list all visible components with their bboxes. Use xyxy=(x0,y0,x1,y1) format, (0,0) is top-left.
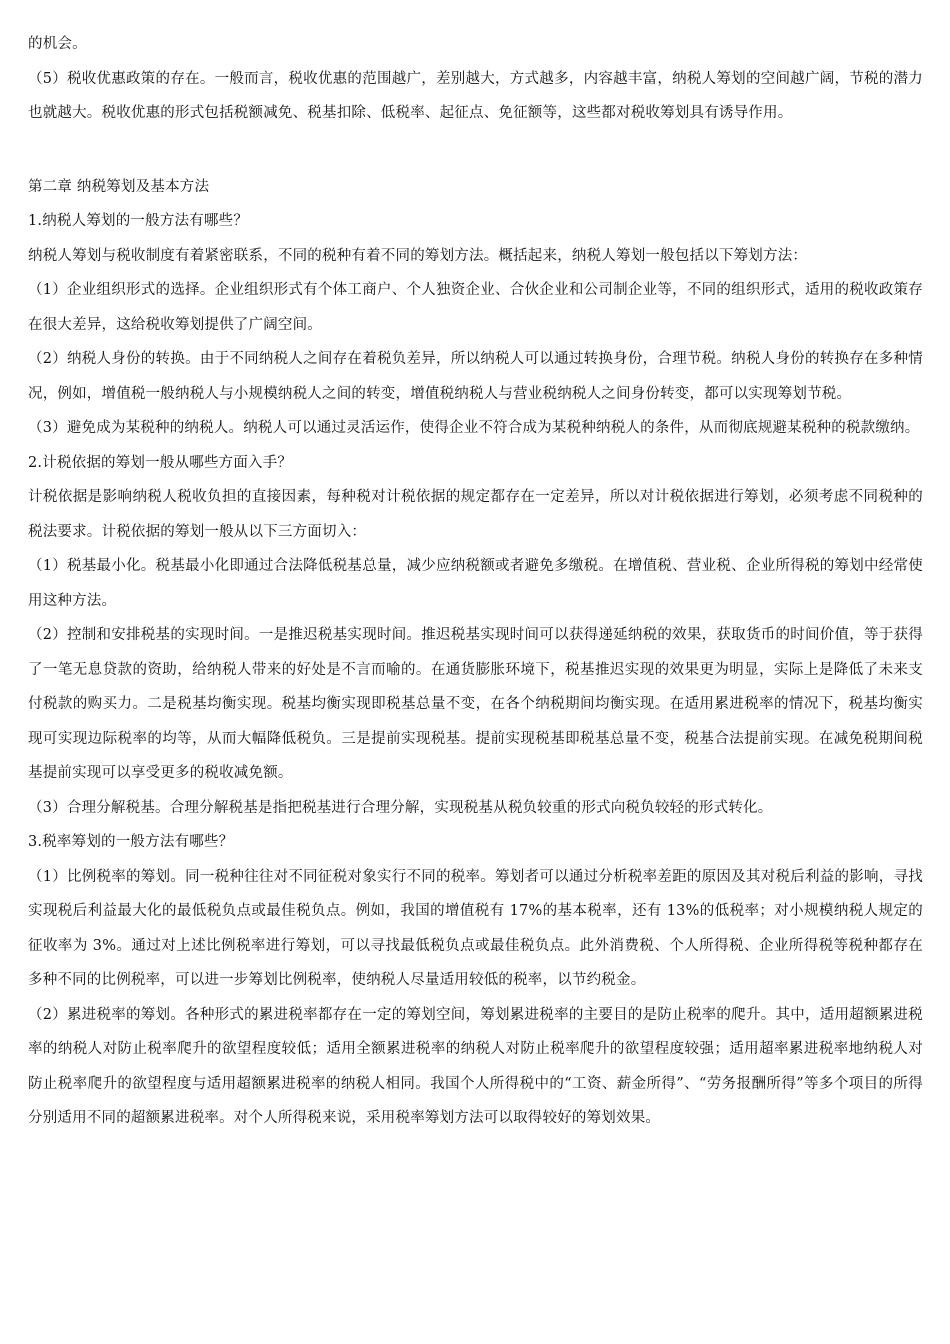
paragraph-item-1-2: （2）纳税人身份的转换。由于不同纳税人之间存在着税负差异，所以纳税人可以通过转换身份，合理节税。纳税人身份的转换存在多种情况，例如，增值税一般纳税人与小规模纳税人之间的转变，增值税纳税人与营业税纳税人之间身份转变，都可以实现筹划节税。 xyxy=(28,351,923,402)
paragraph-item-2-3: （3）合理分解税基。合理分解税基是指把税基进行合理分解，实现税基从税负较重的形式向税负较轻的形式转化。 xyxy=(28,799,773,816)
paragraph-tax-incentives: （5）税收优惠政策的存在。一般而言，税收优惠的范围越广，差别越大，方式越多，内容越丰富，纳税人筹划的空间越广阔，节税的潜力也就越大。税收优惠的形式包括税额减免、税基扣除、低税率、起征点、免征额等，这些都对税收筹划具有诱导作用。 xyxy=(28,70,923,121)
document-body xyxy=(28,27,923,1136)
paragraph-item-2-1: （1）税基最小化。税基最小化即通过合法降低税基总量，减少应纳税额或者避免多缴税。在增值税、营业税、企业所得税的筹划中经常使用这种方法。 xyxy=(28,558,923,609)
paragraph-intro-2: 计税依据是影响纳税人税收负担的直接因素，每种税对计税依据的规定都存在一定差异，所以对计税依据进行筹划，必须考虑不同税种的税法要求。计税依据的筹划一般从以下三方面切入： xyxy=(28,489,923,540)
question-heading-3: 3.税率筹划的一般方法有哪些？ xyxy=(28,834,234,850)
paragraph-intro-1: 纳税人筹划与税收制度有着紧密联系，不同的税种有着不同的筹划方法。概括起来，纳税人筹划一般包括以下筹划方法： xyxy=(28,247,808,264)
question-heading-2: 2.计税依据的筹划一般从哪些方面入手？ xyxy=(28,454,293,471)
section-spacer xyxy=(28,131,923,170)
paragraph-continuation: 的机会。 xyxy=(28,36,87,52)
paragraph-item-2-2: （2）控制和安排税基的实现时间。一是推迟税基实现时间。推迟税基实现时间可以获得递延纳税的效果，获取货币的时间价值，等于获得了一笔无息贷款的资助，给纳税人带来的好处是不言而喻的。在通货膨胀环境下，税基推迟实现的效果更为明显，实际上是降低了未来支付税款的购买力。二是税基均衡实现。税基均衡实现即税基总量不变，在各个纳税期间均衡实现。在适用累进税率的情况下，税基均衡实现可实现边际税率的均等，从而大幅降低税负。三是提前实现税基。提前实现税基即税基总量不变，税基合法提前实现。在减免税期间税基提前实现可以享受更多的税收减免额。 xyxy=(28,627,923,781)
paragraph-item-1-1: （1）企业组织形式的选择。企业组织形式有个体工商户、个人独资企业、合伙企业和公司制企业等，不同的组织形式，适用的税收政策存在很大差异，这给税收筹划提供了广阔空间。 xyxy=(28,282,923,333)
chapter-heading: 第二章 纳税筹划及基本方法 xyxy=(28,178,210,195)
question-heading-1: 1.纳税人筹划的一般方法有哪些？ xyxy=(28,213,249,229)
paragraph-item-1-3: （3）避免成为某税种的纳税人。纳税人可以通过灵活运作，使得企业不符合成为某税种纳税人的条件，从而彻底规避某税种的税款缴纳。 xyxy=(28,420,920,436)
paragraph-item-3-1: （1）比例税率的筹划。同一税种往往对不同征税对象实行不同的税率。筹划者可以通过分析税率差距的原因及其对税后利益的影响，寻找实现税后利益最大化的最低税负点或最佳税负点。例如，我国的增值税有 17%的基本税率，还有 13%的低税率；对小规模纳税人规定的征收率为 3%。通过对上述比例税率进行筹划，可以寻找最低税负点或最佳税负点。此外消费税、个人所得税、企业所得税等税种都存在多种不同的比例税率，可以进一步筹划比例税率，使纳税人尽量适用较低的税率，以节约税金。 xyxy=(28,868,923,988)
paragraph-item-3-2: （2）累进税率的筹划。各种形式的累进税率都存在一定的筹划空间，筹划累进税率的主要目的是防止税率的爬升。其中，适用超额累进税率的纳税人对防止税率爬升的欲望程度较低；适用全额累进税率的纳税人对防止税率爬升的欲望程度较强；适用超率累进税率地纳税人对防止税率爬升的欲望程度与适用超额累进税率的纳税人相同。我国个人所得税中的“工资、薪金所得”、“劳务报酬所得”等多个项目的所得分别适用不同的超额累进税率。对个人所得税来说，采用税率筹划方法可以取得较好的筹划效果。 xyxy=(28,1006,923,1126)
